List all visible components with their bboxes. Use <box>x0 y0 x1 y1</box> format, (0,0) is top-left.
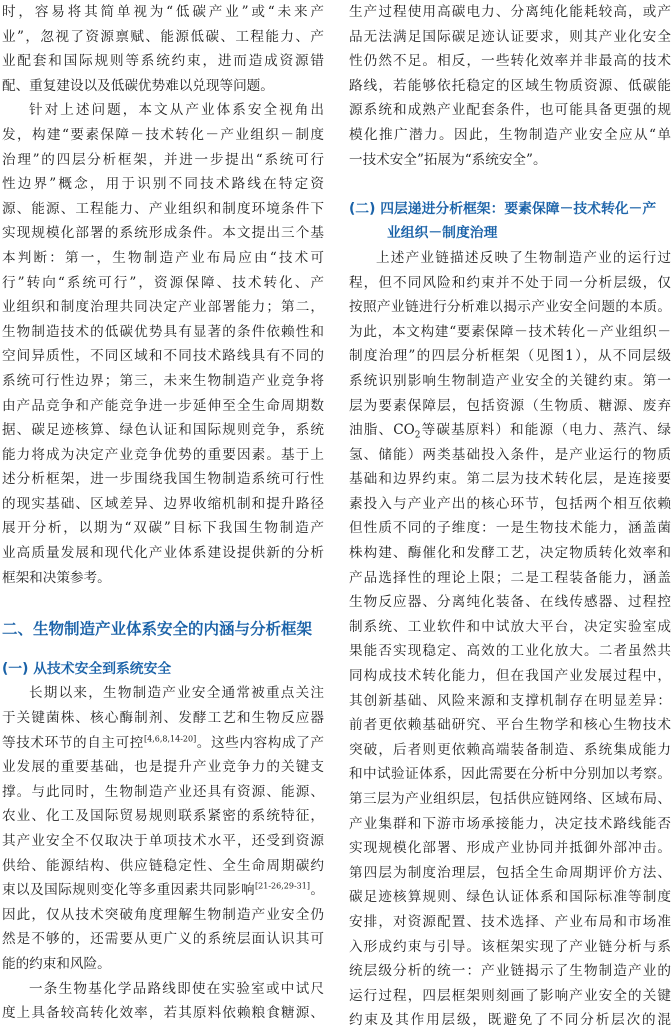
text-line: 素投入与产业产出的核心环节，包括两个相互依赖 <box>349 492 671 517</box>
text-run: 油脂、CO <box>349 422 415 438</box>
text-line: 入形成约束与引导。该框架实现了产业链分析与系 <box>349 935 671 960</box>
text-line-with-citation <box>2 878 324 903</box>
text-line: 路线，若能够依托稳定的区域生物质资源、低碳能 <box>349 74 671 99</box>
text-line: 前者更依赖基础研究、平台生物学和核心生物技术 <box>349 713 671 738</box>
subsection-heading: (一) 从技术安全到系统安全 <box>2 657 324 682</box>
paragraph-intro-tail <box>2 0 324 98</box>
text-line: 能力将成为决定产业竞争优势的重要因素。基于上 <box>2 443 324 468</box>
text-line: 性边界”概念，用于识别不同技术路线在特定资 <box>2 172 324 197</box>
text-line: 约束及其作用层级，既避免了不同分析层次的混 <box>349 1008 671 1033</box>
text-line: 一条生物基化学品路线即使在实验室或中试尺 <box>2 977 324 1002</box>
text-line: 模化推广潜力。因此，生物制造产业安全应从“单 <box>349 123 671 148</box>
text-line: 和中试验证体系，因此需要在分析中分别加以考察。 <box>349 762 671 787</box>
citation-ref: [21-26,29-31] <box>255 882 310 891</box>
text-line: 业发展的重要基础，也是提升产业竞争力的关键支 <box>2 755 324 780</box>
text-line: 实现规模化部署、形成产业协同并抵御外部冲击。 <box>349 836 671 861</box>
text-line: 展开分析，以期为“双碳”目标下我国生物制造产 <box>2 516 324 541</box>
text-line: 发，构建“要素保障－技术转化－产业组织－制度 <box>2 123 324 148</box>
left-column <box>2 0 324 1026</box>
text-line: 上述产业链描述反映了生物制造产业的运行过 <box>349 246 671 271</box>
text-line: 性仍然不足。相反，一些转化效率并非最高的技术 <box>349 49 671 74</box>
text-line: 生产过程使用高碳电力、分离纯化能耗较高，或产 <box>349 0 671 25</box>
text-line: 制系统、工业软件和中试放大平台，决定实验室成 <box>349 615 671 640</box>
text-line: 本判断：第一，生物制造产业布局应由“技术可 <box>2 246 324 271</box>
subscript: 2 <box>415 431 421 441</box>
text-line: 述分析框架，进一步围绕我国生物制造系统可行性 <box>2 467 324 492</box>
text-line: 然是不够的，还需要从更广义的系统层面认识其可 <box>2 927 324 952</box>
text-line: 其产业安全不仅取决于单项技术水平，还受到资源 <box>2 829 324 854</box>
text-line: 系统可行性边界；第三，未来生物制造产业竞争将 <box>2 369 324 394</box>
text-line: 撑。与此同时，生物制造产业还具有资源、能源、 <box>2 780 324 805</box>
text-line: 株构建、酶催化和发酵工艺，决定物质转化效率和 <box>349 541 671 566</box>
text-line: 生物制造技术的低碳优势具有显著的条件依赖性和 <box>2 320 324 345</box>
text-line: 度上具备较高转化效率，若其原料依赖粮食糖源、 <box>2 1001 324 1026</box>
text-line: 的现实基础、区域差异、边界收缩机制和提升路径 <box>2 492 324 517</box>
text-line: 制度治理”的四层分析框架（见图1），从不同层级 <box>349 344 671 369</box>
text-line: 生物反应器、分离纯化装备、在线传感器、过程控 <box>349 590 671 615</box>
text-line: 行”转向“系统可行”，资源保障、技术转化、产 <box>2 271 324 296</box>
text-line: 空间异质性，不同区域和不同技术路线具有不同的 <box>2 344 324 369</box>
paragraph-four-layers <box>349 246 671 1033</box>
text-line: 运行过程，四层框架则刻画了影响产业安全的关键 <box>349 984 671 1009</box>
text-line: 碳足迹核算规则、绿色认证体系和国际标准等制度 <box>349 885 671 910</box>
paragraph-chain <box>2 977 324 1026</box>
text-line: 供给、能源结构、供应链稳定性、全生命周期碳约 <box>2 854 324 879</box>
text-line: 安排，对资源配置、技术选择、产业布局和市场准 <box>349 910 671 935</box>
text-line: 业配套和国际规则等系统约束，进而造成资源错 <box>2 49 324 74</box>
text-line: 业”，忽视了资源禀赋、能源低碳、工程能力、产 <box>2 25 324 50</box>
text-line: 程，但不同风险和约束并不处于同一分析层级，仅 <box>349 271 671 296</box>
text-line: 产业集群和下游市场承接能力，决定技术路线能否 <box>349 812 671 837</box>
text-line: 时，容易将其简单视为“低碳产业”或“未来产 <box>2 0 324 25</box>
text-line: 但性质不同的子维度：一是生物技术能力，涵盖菌 <box>349 516 671 541</box>
text-line-with-formula <box>349 418 671 443</box>
text-line-with-citation <box>2 731 324 756</box>
text-line: 第三层为产业组织层，包括供应链网络、区域布局、 <box>349 787 671 812</box>
text-line: 业高质量发展和现代化产业体系建设提供新的分析 <box>2 541 324 566</box>
text-line: 因此，仅从技术突破角度理解生物制造产业安全仍 <box>2 903 324 928</box>
text-line: 按照产业链进行分析难以揭示产业安全问题的本质。 <box>349 295 671 320</box>
text-line: 框架和决策参考。 <box>2 566 324 591</box>
text-line: 为此，本文构建“要素保障－技术转化－产业组织－ <box>349 320 671 345</box>
text-run: 。这些内容构成了产 <box>196 735 324 751</box>
subsection-heading-continued: 业组织－制度治理 <box>349 221 671 246</box>
text-line: 第四层为制度治理层，包括全生命周期评价方法、 <box>349 861 671 886</box>
text-line: 突破，后者则更依赖高端装备制造、系统集成能力 <box>349 738 671 763</box>
text-run: 束以及国际规则变化等多重因素共同影响 <box>2 882 255 898</box>
text-line: 源、能源、工程能力、产业组织和制度环境条件下 <box>2 197 324 222</box>
text-line: 农业、化工及国际贸易规则联系紧密的系统特征， <box>2 804 324 829</box>
text-line: 氢、储能）两类基础投入条件，是产业运行的物质 <box>349 443 671 468</box>
text-line: 其创新基础、风险来源和支撑机制存在明显差异： <box>349 689 671 714</box>
text-line: 长期以来，生物制造产业安全通常被重点关注 <box>2 681 324 706</box>
text-line: 配、重复建设以及低碳优势难以兑现等问题。 <box>2 74 324 99</box>
text-line: 于关键菌株、核心酶制剂、发酵工艺和生物反应器 <box>2 706 324 731</box>
text-line: 同构成技术转化能力，但在我国产业发展过程中， <box>349 664 671 689</box>
text-line: 一技术安全”拓展为“系统安全”。 <box>349 148 671 173</box>
text-line: 治理”的四层分析框架，并进一步提出“系统可行 <box>2 148 324 173</box>
paragraph-long-term <box>2 681 324 976</box>
text-run: 等技术环节的自主可控 <box>2 735 144 751</box>
text-line: 统层级分析的统一：产业链揭示了生物制造产业的 <box>349 959 671 984</box>
citation-ref: [4,6,8,14-20] <box>144 734 196 743</box>
paragraph-continued <box>349 0 671 172</box>
text-line: 实现规模化部署的系统形成条件。本文提出三个基 <box>2 221 324 246</box>
text-line: 品无法满足国际碳足迹认证要求，则其产业化安全 <box>349 25 671 50</box>
text-line: 能的约束和风险。 <box>2 952 324 977</box>
paragraph-framework <box>2 98 324 590</box>
text-line: 系统识别影响生物制造产业安全的关键约束。第一 <box>349 369 671 394</box>
section-heading: 二、生物制造产业体系安全的内涵与分析框架 <box>2 615 324 643</box>
text-line: 果能否实现稳定、高效的工业化放大。二者虽然共 <box>349 639 671 664</box>
text-line: 针对上述问题，本文从产业体系安全视角出 <box>2 98 324 123</box>
right-column <box>349 0 671 1033</box>
text-line: 业组织和制度治理共同决定产业部署能力；第二， <box>2 295 324 320</box>
text-line: 产品选择性的理论上限；二是工程装备能力，涵盖 <box>349 566 671 591</box>
text-run: 。 <box>310 882 324 898</box>
text-line: 源系统和成熟产业配套条件，也可能具备更强的规 <box>349 98 671 123</box>
subsection-heading: (二) 四层递进分析框架：要素保障－技术转化－产 <box>349 197 671 222</box>
text-line: 由产品竞争和产能竞争进一步延伸至全生命周期数 <box>2 394 324 419</box>
text-line: 据、碳足迹核算、绿色认证和国际规则竞争，系统 <box>2 418 324 443</box>
text-line: 基础和边界约束。第二层为技术转化层，是连接要 <box>349 467 671 492</box>
text-line: 层为要素保障层，包括资源（生物质、糖源、废弃 <box>349 394 671 419</box>
text-run: 等碳基原料）和能源（电力、蒸汽、绿 <box>421 422 671 438</box>
